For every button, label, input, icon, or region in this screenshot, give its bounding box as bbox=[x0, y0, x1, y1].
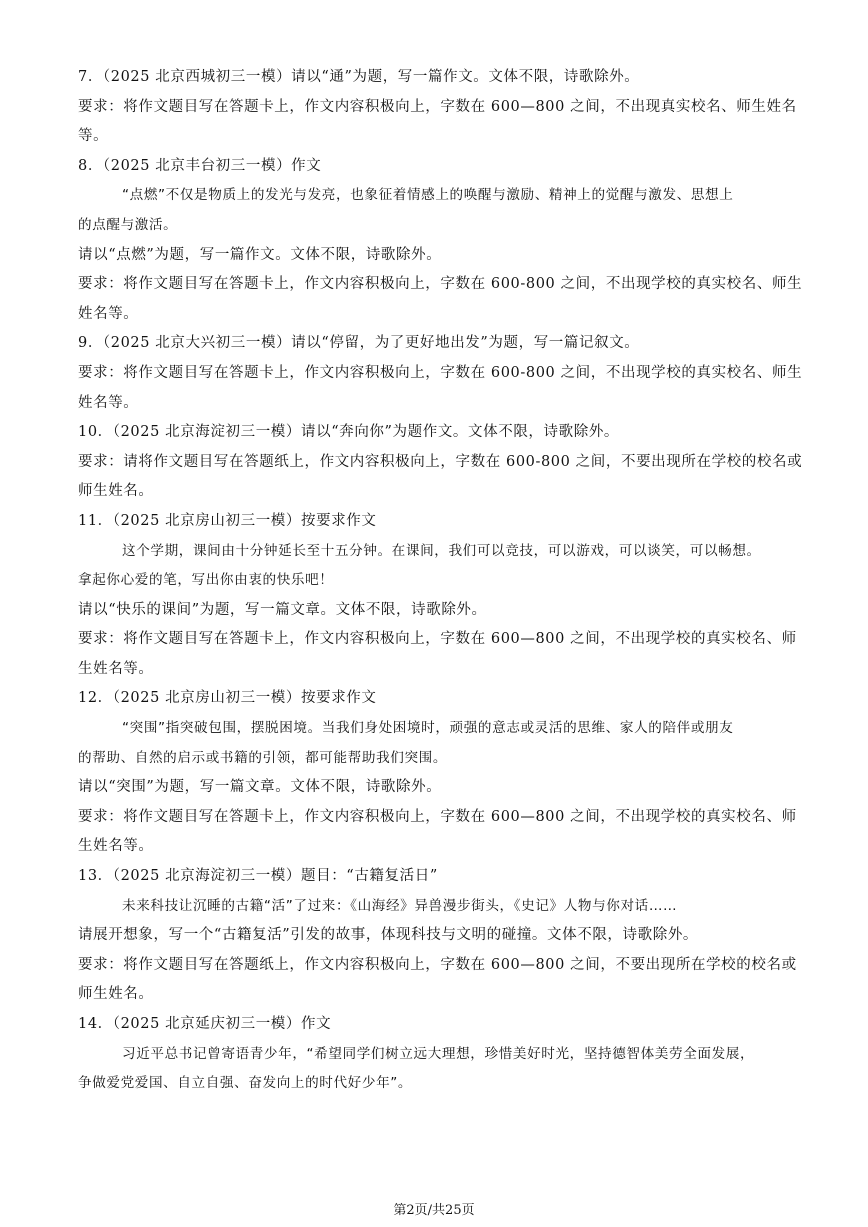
text-line: 习近平总书记曾寄语青少年，“希望同学们树立远大理想，珍惜美好时光，坚持德智体美劳全面发展， bbox=[122, 1045, 755, 1062]
text-line: 生姓名等。 bbox=[78, 660, 154, 677]
text-line: 要求：请将作文题目写在答题纸上，作文内容积极向上，字数在 600-800 之间，不要出现所在学校的校名或 bbox=[78, 453, 803, 470]
text-line: 请以“突围”为题，写一篇文章。文体不限，诗歌除外。 bbox=[78, 779, 442, 796]
text-line: 13．（2025 北京海淀初三一模）题目：“古籍复活日” bbox=[78, 868, 438, 885]
text-line: 等。 bbox=[78, 128, 109, 145]
text-line: 姓名等。 bbox=[78, 305, 139, 322]
text-line: 9．（2025 北京大兴初三一模）请以“停留，为了更好地出发”为题，写一篇记叙文。 bbox=[78, 335, 640, 352]
text-line: 要求：将作文题目写在答题卡上，作文内容积极向上，字数在 600—800 之间，不出现学校的真实校名、师 bbox=[78, 808, 797, 825]
text-line: 要求：将作文题目写在答题卡上，作文内容积极向上，字数在 600-800 之间，不出现学校的真实校名、师生 bbox=[78, 276, 803, 293]
text-line: 的帮助、自然的启示或书籍的引领，都可能帮助我们突围。 bbox=[78, 749, 448, 766]
text-line: 要求：将作文题目写在答题卡上，作文内容积极向上，字数在 600—800 之间，不出现真实校名、师生姓名 bbox=[78, 98, 797, 115]
text-line: 这个学期，课间由十分钟延长至十五分钟。在课间，我们可以竞技，可以游戏，可以谈笑，可以畅想。 bbox=[122, 542, 761, 559]
text-line: 生姓名等。 bbox=[78, 838, 154, 855]
text-line: 争做爱党爱国、自立自强、奋发向上的时代好少年”。 bbox=[78, 1075, 413, 1092]
text-line: 师生姓名。 bbox=[78, 483, 154, 500]
page-content bbox=[78, 63, 803, 1099]
text-line: 7．（2025 北京西城初三一模）请以“通”为题，写一篇作文。文体不限，诗歌除外。 bbox=[78, 69, 640, 85]
text-line: 10．（2025 北京海淀初三一模）请以“奔向你”为题作文。文体不限，诗歌除外。 bbox=[78, 424, 620, 441]
text-line: 请以“快乐的课间”为题，写一篇文章。文体不限，诗歌除外。 bbox=[78, 601, 487, 618]
page-number-footer: 第2页/共25页 bbox=[393, 1203, 475, 1218]
text-line: 14．（2025 北京延庆初三一模）作文 bbox=[78, 1016, 332, 1032]
text-line: “突围”指突破包围，摆脱困境。当我们身处困境时，顽强的意志或灵活的思维、家人的陪伴或朋友 bbox=[122, 720, 734, 737]
text-line: 请以“点燃”为题，写一篇作文。文体不限，诗歌除外。 bbox=[78, 246, 442, 263]
text-line: 要求：将作文题目写在答题纸上，作文内容积极向上，字数在 600—800 之间，不要出现所在学校的校名或 bbox=[78, 956, 797, 973]
text-line: 8．（2025 北京丰台初三一模）作文 bbox=[78, 157, 322, 174]
text-line: 11．（2025 北京房山初三一模）按要求作文 bbox=[78, 512, 377, 529]
text-line: 姓名等。 bbox=[78, 394, 139, 411]
text-line: 拿起你心爱的笔，写出你由衷的快乐吧！ bbox=[78, 572, 334, 589]
text-line: 12．（2025 北京房山初三一模）按要求作文 bbox=[78, 690, 377, 707]
text-line: “点燃”不仅是物质上的发光与发亮，也象征着情感上的唤醒与激励、精神上的觉醒与激发、思想上 bbox=[122, 187, 734, 204]
text-line: 要求：将作文题目写在答题卡上，作文内容积极向上，字数在 600—800 之间，不出现学校的真实校名、师 bbox=[78, 631, 797, 648]
text-line: 未来科技让沉睡的古籍“活”了过来：《山海经》异兽漫步街头，《史记》人物与你对话…… bbox=[122, 897, 678, 914]
text-line: 请展开想象，写一个“古籍复活”引发的故事，体现科技与文明的碰撞。文体不限，诗歌除外。 bbox=[78, 927, 699, 944]
text-line: 的点醒与激活。 bbox=[78, 216, 178, 233]
text-line: 要求：将作文题目写在答题卡上，作文内容积极向上，字数在 600-800 之间，不出现学校的真实校名、师生 bbox=[78, 364, 803, 381]
text-line: 师生姓名。 bbox=[78, 986, 154, 1003]
